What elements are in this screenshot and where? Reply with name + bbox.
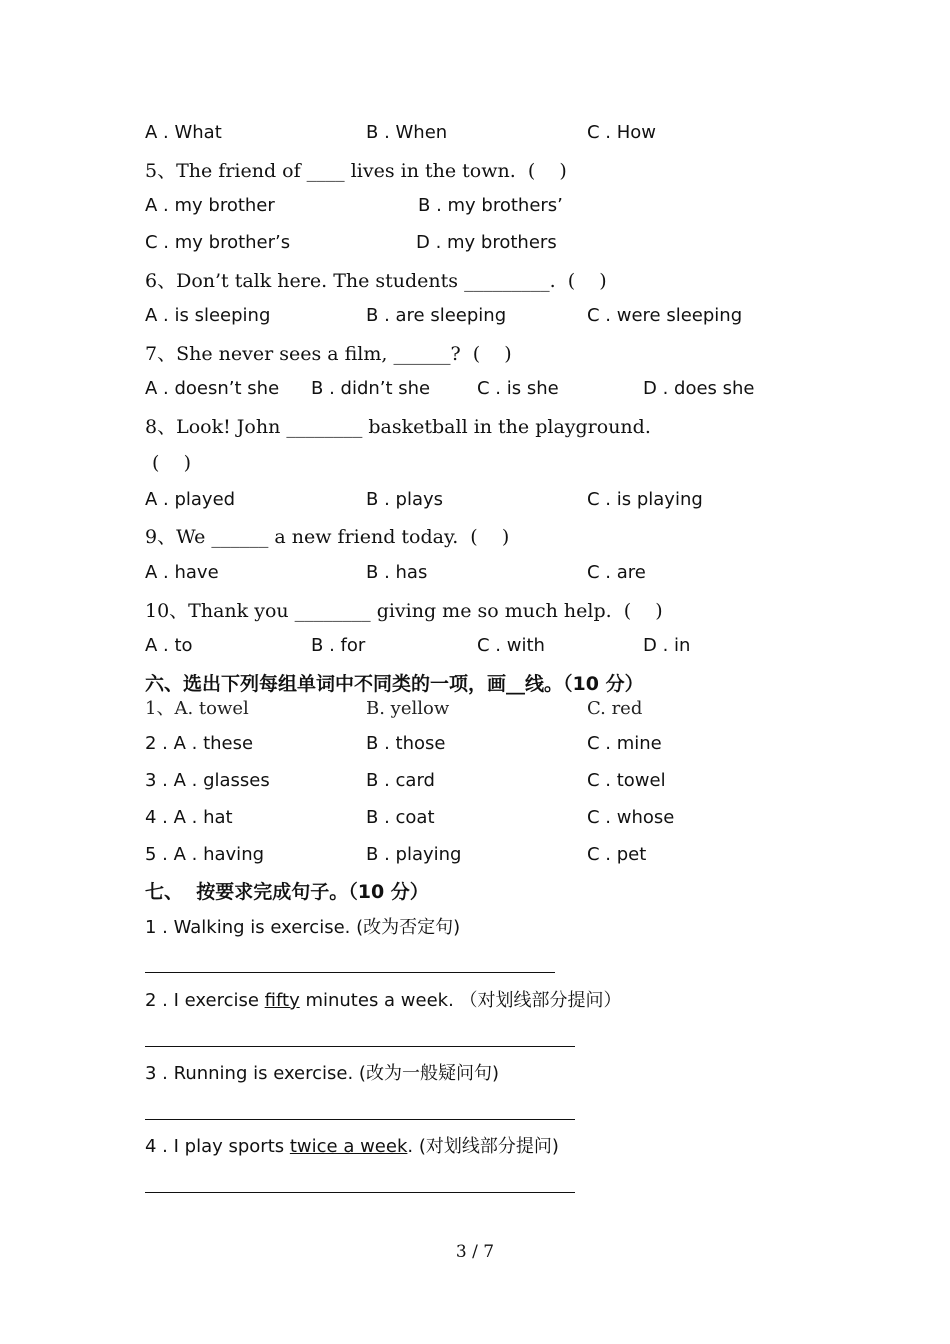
s6-row3-a: 3 . A . glasses xyxy=(145,770,270,791)
section6-heading xyxy=(145,672,644,696)
q9-option-b: B . has xyxy=(366,562,428,583)
s7-q4-underlined: twice a week xyxy=(289,1136,408,1157)
q5-option-b: B . my brothers’ xyxy=(418,195,563,216)
s7-q2 xyxy=(145,989,622,1013)
q6-option-b: B . are sleeping xyxy=(366,305,507,326)
s7-q3-answer-line[interactable] xyxy=(145,1119,575,1120)
q6-option-a: A . is sleeping xyxy=(145,305,271,326)
q10-stem: 10、Thank you ________ giving me so much help. ( ) xyxy=(145,600,663,622)
q8-option-a: A . played xyxy=(145,489,236,510)
q7-option-a: A . doesn’t she xyxy=(145,378,280,399)
q8-option-c: C . is playing xyxy=(587,489,703,510)
s6-row5-c: C . pet xyxy=(587,844,647,865)
q9-option-a: A . have xyxy=(145,562,219,583)
s6-row2-b: B . those xyxy=(366,733,446,754)
s6-row3-b: B . card xyxy=(366,770,435,791)
s6-row1-c: C. red xyxy=(587,698,643,719)
q4-option-a: A . What xyxy=(145,122,222,143)
s6-row5-a: 5 . A . having xyxy=(145,844,265,865)
q9-stem: 9、We ______ a new friend today. ( ) xyxy=(145,526,510,548)
s7-q4 xyxy=(145,1135,559,1159)
q7-option-b: B . didn’t she xyxy=(311,378,431,399)
s6-row1-a: 1、A. towel xyxy=(145,698,249,719)
q6-stem: 6、Don’t talk here. The students _________. ( ) xyxy=(145,270,607,292)
q9-option-c: C . are xyxy=(587,562,646,583)
s6-row3-c: C . towel xyxy=(587,770,666,791)
s7-q4-post: . (对划线部分提问) xyxy=(407,1136,559,1157)
q7-option-d: D . does she xyxy=(643,378,755,399)
q5-option-a: A . my brother xyxy=(145,195,275,216)
s7-q4-pre: 4 . I play sports xyxy=(145,1136,290,1157)
s6-row2-c: C . mine xyxy=(587,733,662,754)
s6-row4-c: C . whose xyxy=(587,807,675,828)
s7-q4-answer-line[interactable] xyxy=(145,1192,575,1193)
s7-q2-post: minutes a week. （对划线部分提问） xyxy=(299,990,622,1011)
q4-option-b: B . When xyxy=(366,122,448,143)
section6-heading-post: 线。（10 分） xyxy=(525,673,644,695)
q8-answer-paren: ( ) xyxy=(152,452,191,474)
q10-option-c: C . with xyxy=(477,635,545,656)
q10-option-b: B . for xyxy=(311,635,366,656)
q8-option-b: B . plays xyxy=(366,489,444,510)
q10-option-d: D . in xyxy=(643,635,691,656)
section6-heading-blank: __ xyxy=(506,673,526,695)
s7-q1-answer-line[interactable] xyxy=(145,972,555,973)
section6-heading-pre: 六、选出下列每组单词中不同类的一项，画 xyxy=(145,673,507,695)
q10-option-a: A . to xyxy=(145,635,193,656)
q5-option-d: D . my brothers xyxy=(416,232,557,253)
page-number: 3 / 7 xyxy=(455,1242,495,1262)
q7-stem: 7、She never sees a film, ______? ( ) xyxy=(145,343,512,365)
s7-q2-underlined: fifty xyxy=(264,990,300,1011)
s6-row2-a: 2 . A . these xyxy=(145,733,254,754)
s6-row5-b: B . playing xyxy=(366,844,462,865)
s7-q1: 1 . Walking is exercise. (改为否定句) xyxy=(145,917,461,938)
section7-heading: 七、 按要求完成句子。（10 分） xyxy=(145,881,429,903)
s7-q3: 3 . Running is exercise. (改为一般疑问句) xyxy=(145,1063,499,1084)
s6-row4-b: B . coat xyxy=(366,807,435,828)
s7-q2-pre: 2 . I exercise xyxy=(145,990,265,1011)
q7-option-c: C . is she xyxy=(477,378,559,399)
q5-option-c: C . my brother’s xyxy=(145,232,291,253)
s7-q2-answer-line[interactable] xyxy=(145,1046,575,1047)
s6-row1-b: B. yellow xyxy=(366,698,450,719)
q5-stem: 5、The friend of ____ lives in the town. ( ) xyxy=(145,160,567,182)
q4-option-c: C . How xyxy=(587,122,657,143)
q6-option-c: C . were sleeping xyxy=(587,305,743,326)
q8-stem: 8、Look! John ________ basketball in the playground. xyxy=(145,416,651,438)
s6-row4-a: 4 . A . hat xyxy=(145,807,233,828)
